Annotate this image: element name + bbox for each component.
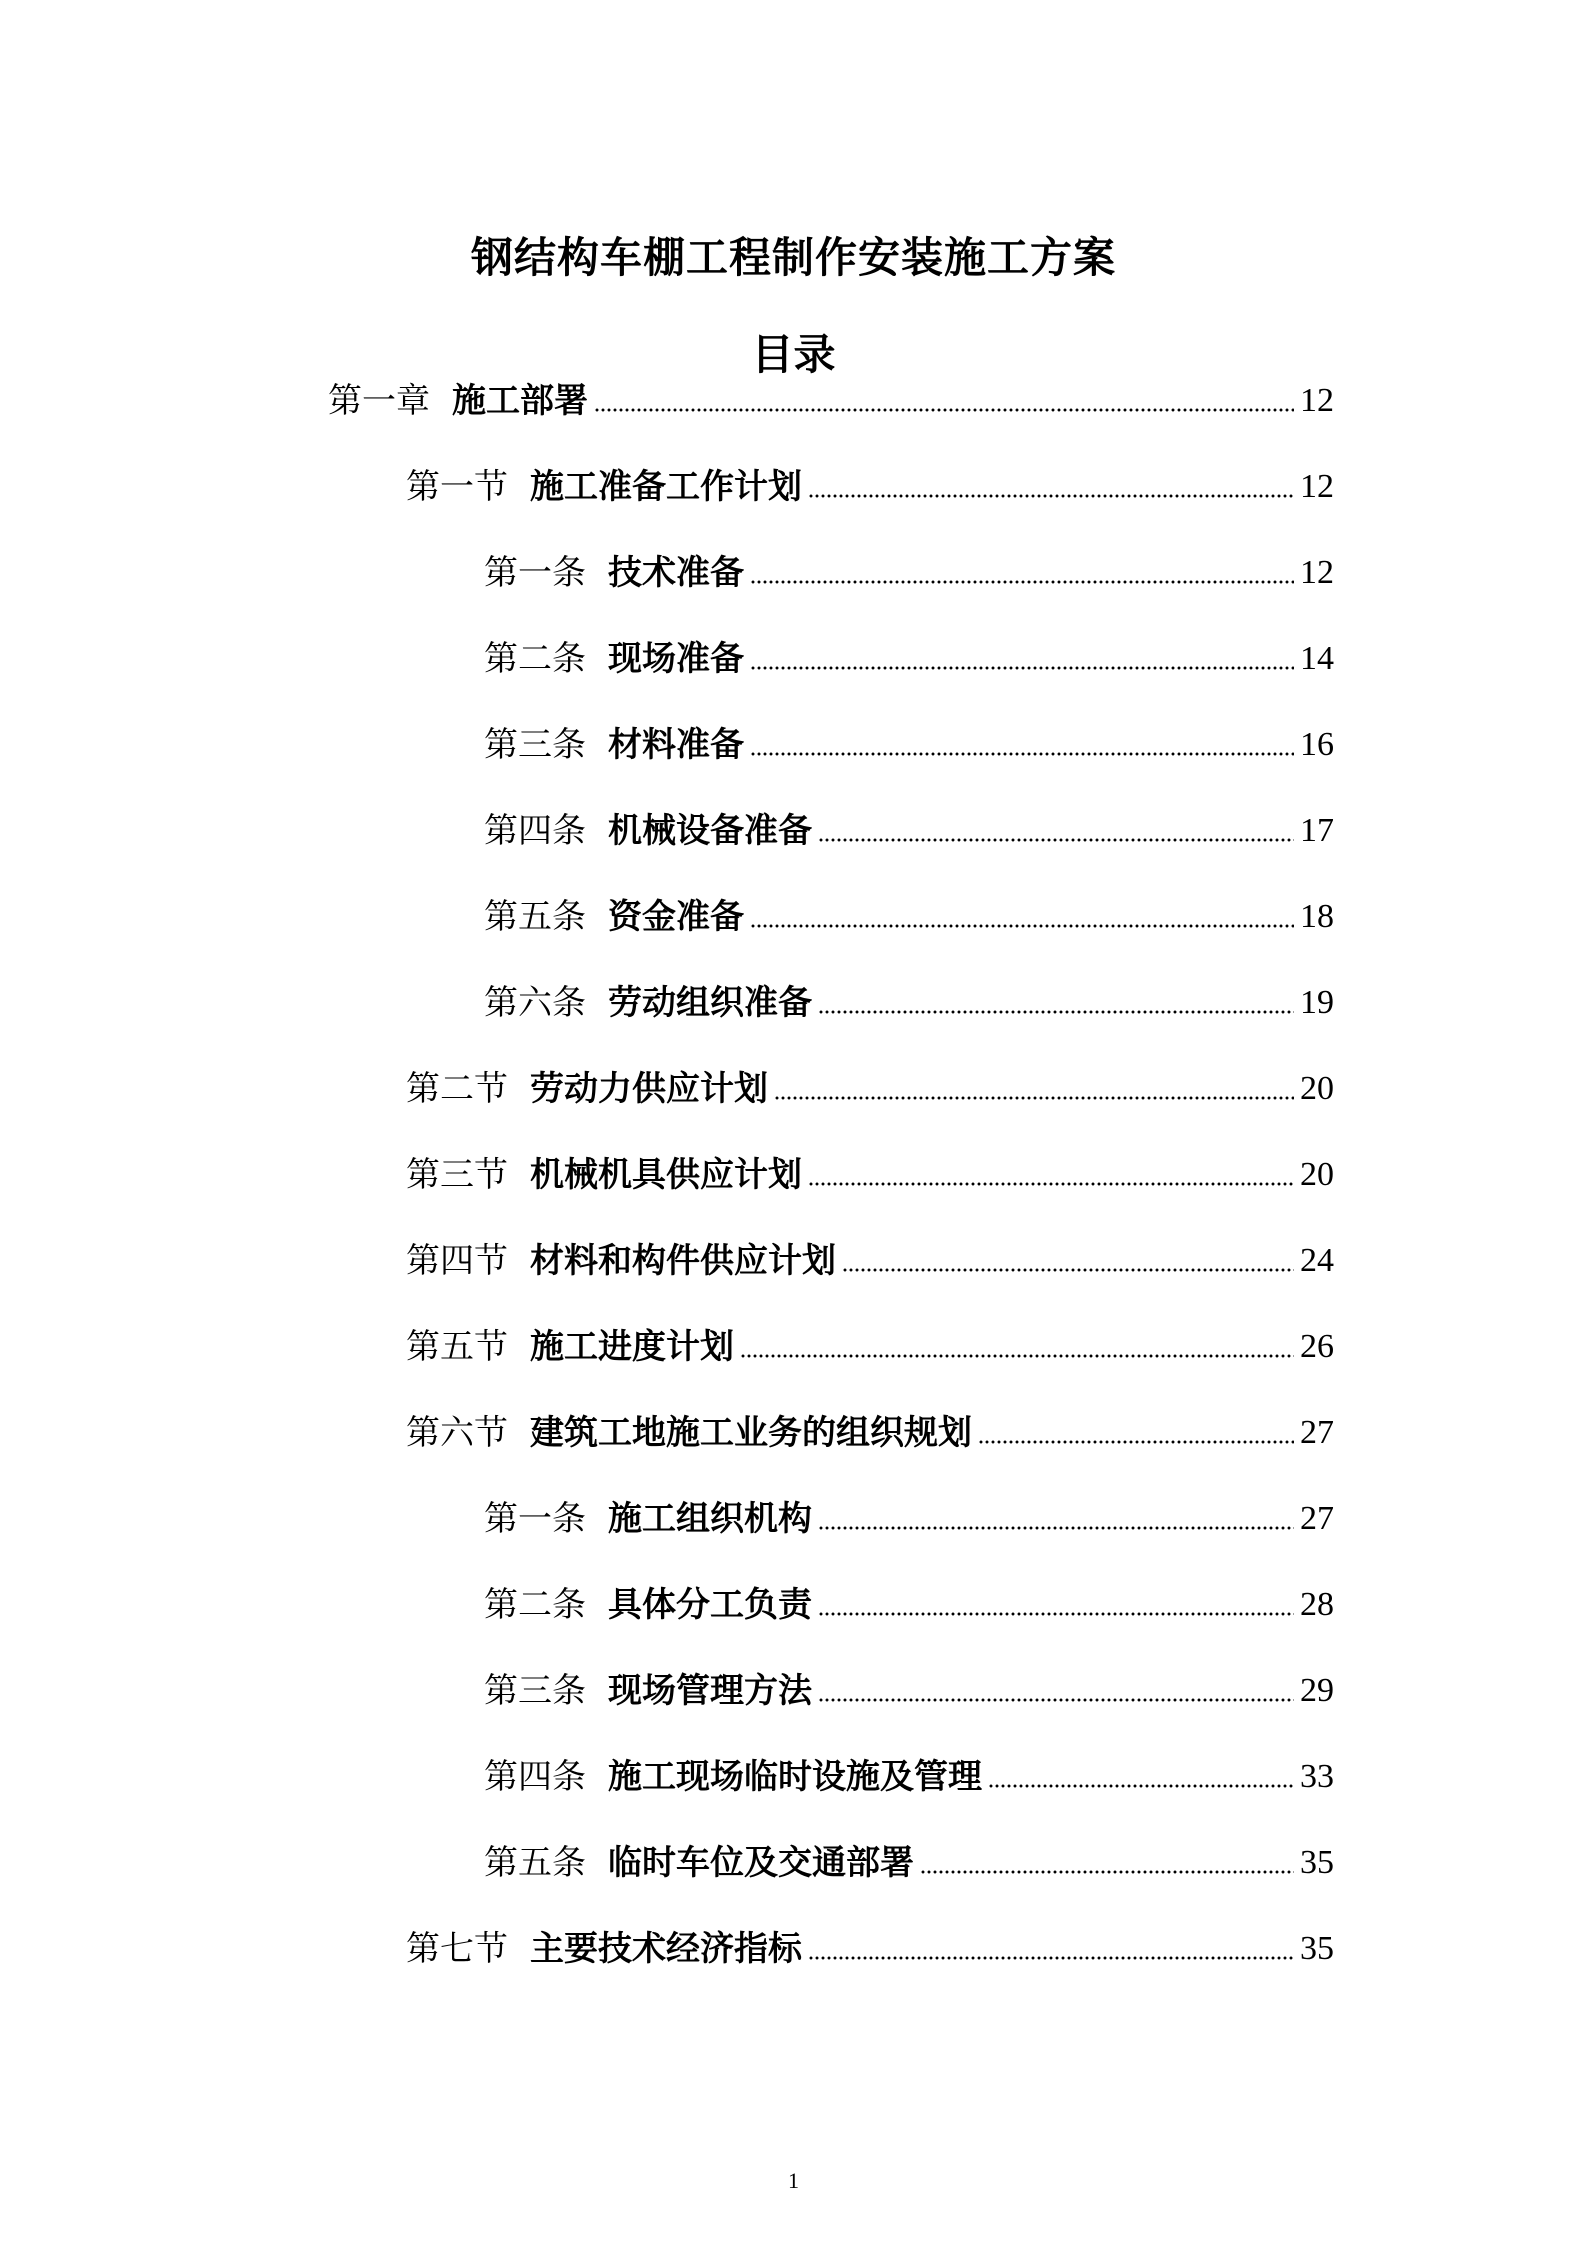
toc-entry-number: 第五条: [484, 1843, 586, 1883]
toc-dot-leader: [808, 1954, 1294, 1962]
toc-entry-number: 第六条: [484, 983, 586, 1023]
toc-entry-page: 27: [1300, 1500, 1334, 1537]
toc-entry-title: 劳动组织准备: [608, 983, 812, 1023]
toc-dot-leader: [594, 406, 1294, 414]
toc-entry-article-1-4[interactable]: [484, 805, 1334, 857]
toc-dot-leader: [988, 1782, 1294, 1790]
toc-entry-section-4[interactable]: [406, 1235, 1334, 1287]
toc-entry-page: 20: [1300, 1156, 1334, 1193]
toc-entry-page: 16: [1300, 726, 1334, 763]
toc-entry-page: 18: [1300, 898, 1334, 935]
toc-entry-number: 第四节: [406, 1241, 508, 1281]
toc-entry-number: 第一章: [328, 381, 430, 421]
document-title: 钢结构车棚工程制作安装施工方案: [470, 233, 1116, 283]
toc-entry-title: 现场准备: [608, 639, 744, 679]
toc-entry-title: 施工部署: [452, 381, 588, 421]
toc-dot-leader: [750, 922, 1294, 930]
toc-entry-number: 第三条: [484, 1671, 586, 1711]
toc-entry-article-1-6[interactable]: [484, 977, 1334, 1029]
toc-dot-leader: [750, 750, 1294, 758]
toc-entry-section-2[interactable]: [406, 1063, 1334, 1115]
toc-entry-title: 主要技术经济指标: [530, 1929, 802, 1969]
toc-entry-title: 施工准备工作计划: [530, 467, 802, 507]
toc-entry-article-1-1[interactable]: [484, 547, 1334, 599]
toc-entry-article-6-2[interactable]: [484, 1579, 1334, 1631]
toc-entry-page: 12: [1300, 468, 1334, 505]
toc-entry-number: 第二节: [406, 1069, 508, 1109]
toc-entry-number: 第七节: [406, 1929, 508, 1969]
toc-dot-leader: [978, 1438, 1294, 1446]
toc-dot-leader: [818, 1524, 1294, 1532]
toc-entry-article-6-4[interactable]: [484, 1751, 1334, 1803]
toc-entry-page: 35: [1300, 1930, 1334, 1967]
toc-entry-title: 施工组织机构: [608, 1499, 812, 1539]
toc-entry-number: 第一条: [484, 1499, 586, 1539]
toc-entry-title: 材料和构件供应计划: [530, 1241, 836, 1281]
toc-entry-page: 29: [1300, 1672, 1334, 1709]
page-number: 1: [788, 2168, 799, 2193]
toc-entry-page: 14: [1300, 640, 1334, 677]
toc-entry-section-6[interactable]: [406, 1407, 1334, 1459]
toc-entry-article-6-5[interactable]: [484, 1837, 1334, 1889]
toc-dot-leader: [818, 836, 1294, 844]
toc-entry-number: 第五节: [406, 1327, 508, 1367]
toc-entry-page: 26: [1300, 1328, 1334, 1365]
toc-entry-page: 27: [1300, 1414, 1334, 1451]
toc-entry-number: 第一条: [484, 553, 586, 593]
toc-entry-article-6-3[interactable]: [484, 1665, 1334, 1717]
toc-entry-page: 28: [1300, 1586, 1334, 1623]
toc-entry-number: 第三节: [406, 1155, 508, 1195]
toc-entry-number: 第二条: [484, 1585, 586, 1625]
toc-entry-number: 第四条: [484, 811, 586, 851]
toc-entry-section-1[interactable]: [406, 461, 1334, 513]
toc-entry-article-6-1[interactable]: [484, 1493, 1334, 1545]
toc-entry-title: 具体分工负责: [608, 1585, 812, 1625]
toc-entry-section-3[interactable]: [406, 1149, 1334, 1201]
toc-entry-page: 20: [1300, 1070, 1334, 1107]
toc-dot-leader: [774, 1094, 1294, 1102]
toc-entry-number: 第一节: [406, 467, 508, 507]
toc-dot-leader: [808, 1180, 1294, 1188]
toc-dot-leader: [750, 578, 1294, 586]
toc-entry-section-5[interactable]: [406, 1321, 1334, 1373]
toc-dot-leader: [818, 1610, 1294, 1618]
toc-entry-title: 资金准备: [608, 897, 744, 937]
toc-entry-title: 现场管理方法: [608, 1671, 812, 1711]
toc-entry-number: 第三条: [484, 725, 586, 765]
toc-entry-number: 第五条: [484, 897, 586, 937]
toc-entry-number: 第四条: [484, 1757, 586, 1797]
toc-heading: 目录: [751, 329, 836, 379]
toc-entry-page: 24: [1300, 1242, 1334, 1279]
toc-dot-leader: [842, 1266, 1294, 1274]
toc-dot-leader: [750, 664, 1294, 672]
toc-entry-chapter-1[interactable]: [328, 375, 1334, 427]
toc-dot-leader: [920, 1868, 1294, 1876]
toc-entry-title: 技术准备: [608, 553, 744, 593]
toc-entry-article-1-3[interactable]: [484, 719, 1334, 771]
toc-dot-leader: [818, 1696, 1294, 1704]
toc-entry-page: 33: [1300, 1758, 1334, 1795]
toc-entry-article-1-5[interactable]: [484, 891, 1334, 943]
toc-entry-title: 建筑工地施工业务的组织规划: [530, 1413, 972, 1453]
toc-entry-title: 机械设备准备: [608, 811, 812, 851]
toc-entry-number: 第二条: [484, 639, 586, 679]
toc-entry-section-7[interactable]: [406, 1923, 1334, 1975]
toc-entry-page: 35: [1300, 1844, 1334, 1881]
toc-entry-title: 机械机具供应计划: [530, 1155, 802, 1195]
toc-entry-title: 材料准备: [608, 725, 744, 765]
toc-entry-article-1-2[interactable]: [484, 633, 1334, 685]
toc-dot-leader: [818, 1008, 1294, 1016]
toc-entry-page: 12: [1300, 382, 1334, 419]
toc-entry-number: 第六节: [406, 1413, 508, 1453]
toc-entry-title: 施工现场临时设施及管理: [608, 1757, 982, 1797]
toc-entry-page: 19: [1300, 984, 1334, 1021]
toc-dot-leader: [808, 492, 1294, 500]
toc-dot-leader: [740, 1352, 1294, 1360]
toc-entry-title: 临时车位及交通部署: [608, 1843, 914, 1883]
toc-entry-page: 12: [1300, 554, 1334, 591]
toc-entry-page: 17: [1300, 812, 1334, 849]
toc-entry-title: 施工进度计划: [530, 1327, 734, 1367]
toc-entry-title: 劳动力供应计划: [530, 1069, 768, 1109]
